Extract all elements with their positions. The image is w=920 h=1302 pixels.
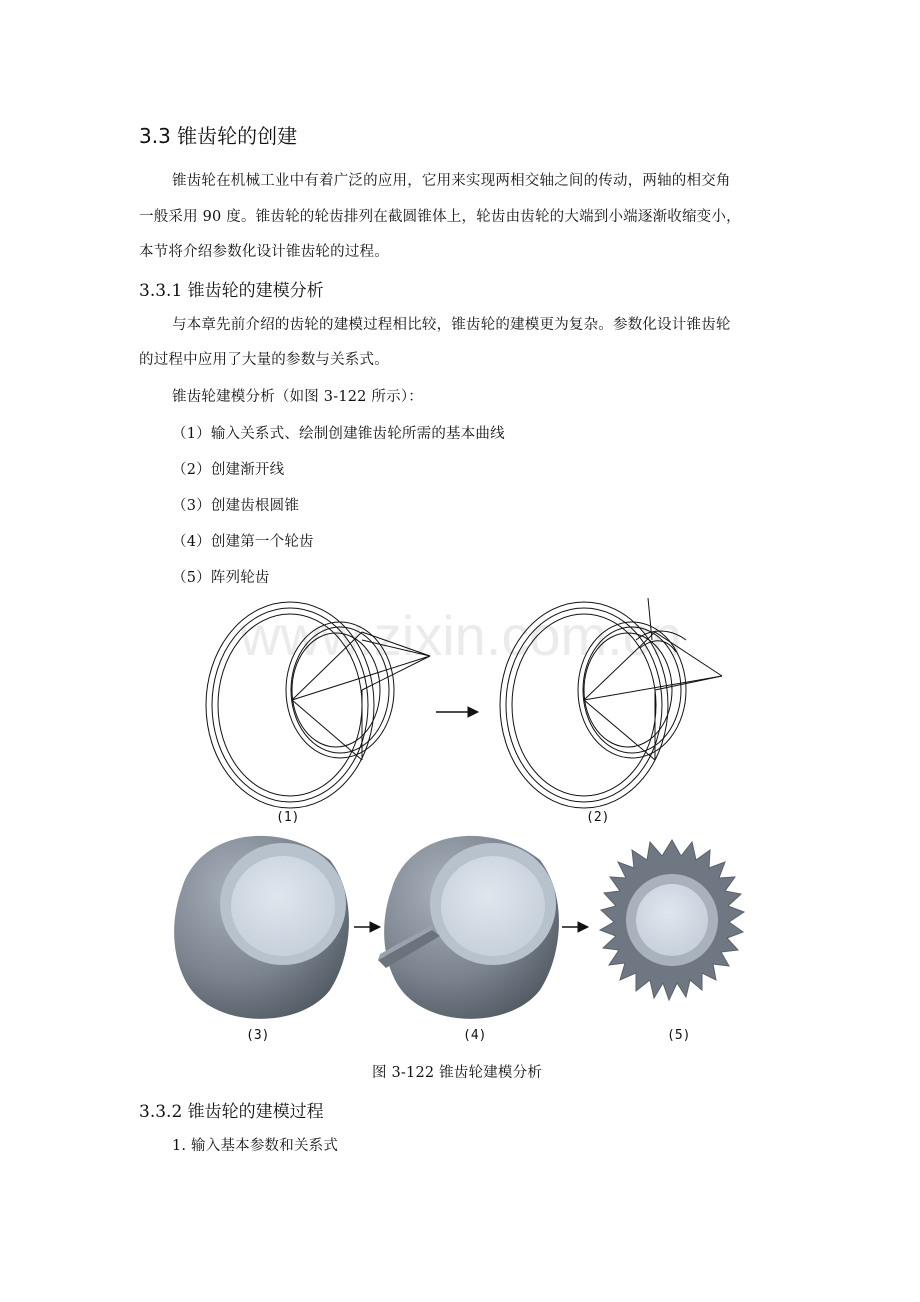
analysis-para-line-1: 与本章先前介绍的齿轮的建模过程相比较，锥齿轮的建模更为复杂。参数化设计锥齿轮 (172, 317, 731, 333)
intro-line-2: 一般采用 90 度。锥齿轮的轮齿排列在截圆锥体上，轮齿由齿轮的大端到小端逐渐收缩变小， (139, 209, 741, 225)
figure-label-1: (1) (276, 810, 300, 825)
intro-line-1: 锥齿轮在机械工业中有着广泛的应用，它用来实现两相交轴之间的传动，两轴的相交角 (172, 173, 731, 189)
step-item-5: （5）阵列轮齿 (172, 570, 270, 586)
analysis-para-line-2: 的过程中应用了大量的参数与关系式。 (139, 352, 389, 368)
step-item-4: （4）创建第一个轮齿 (172, 534, 314, 550)
gear-5 (600, 840, 744, 1000)
step-item-2: （2）创建渐开线 (172, 462, 285, 478)
solid-cone-4 (378, 836, 559, 1019)
arrow-4-to-5 (562, 922, 588, 932)
figure-label-3: (3) (246, 1028, 270, 1043)
solid-cone-3 (174, 836, 349, 1019)
section-heading: 3.3 锥齿轮的创建 (139, 124, 298, 148)
step-item-1: （1）输入关系式、绘制创建锥齿轮所需的基本曲线 (172, 426, 505, 442)
watermark-text: www.zixin.com.cn (240, 604, 682, 667)
analysis-intro: 锥齿轮建模分析（如图 3-122 所示）： (172, 389, 423, 405)
step-item-3: （3）创建齿根圆锥 (172, 498, 300, 514)
arrow-1-to-2 (436, 707, 478, 717)
figure-label-2: (2) (586, 810, 610, 825)
subsection-heading-331: 3.3.1 锥齿轮的建模分析 (139, 281, 324, 301)
process-step-1: 1. 输入基本参数和关系式 (172, 1138, 339, 1154)
intro-line-3: 本节将介绍参数化设计锥齿轮的过程。 (139, 244, 389, 260)
figure-caption: 图 3-122 锥齿轮建模分析 (372, 1065, 543, 1081)
figure-label-4: (4) (463, 1028, 487, 1043)
figure-label-5: (5) (667, 1028, 691, 1043)
arrow-3-to-4 (354, 922, 380, 932)
subsection-heading-332: 3.3.2 锥齿轮的建模过程 (139, 1102, 324, 1122)
